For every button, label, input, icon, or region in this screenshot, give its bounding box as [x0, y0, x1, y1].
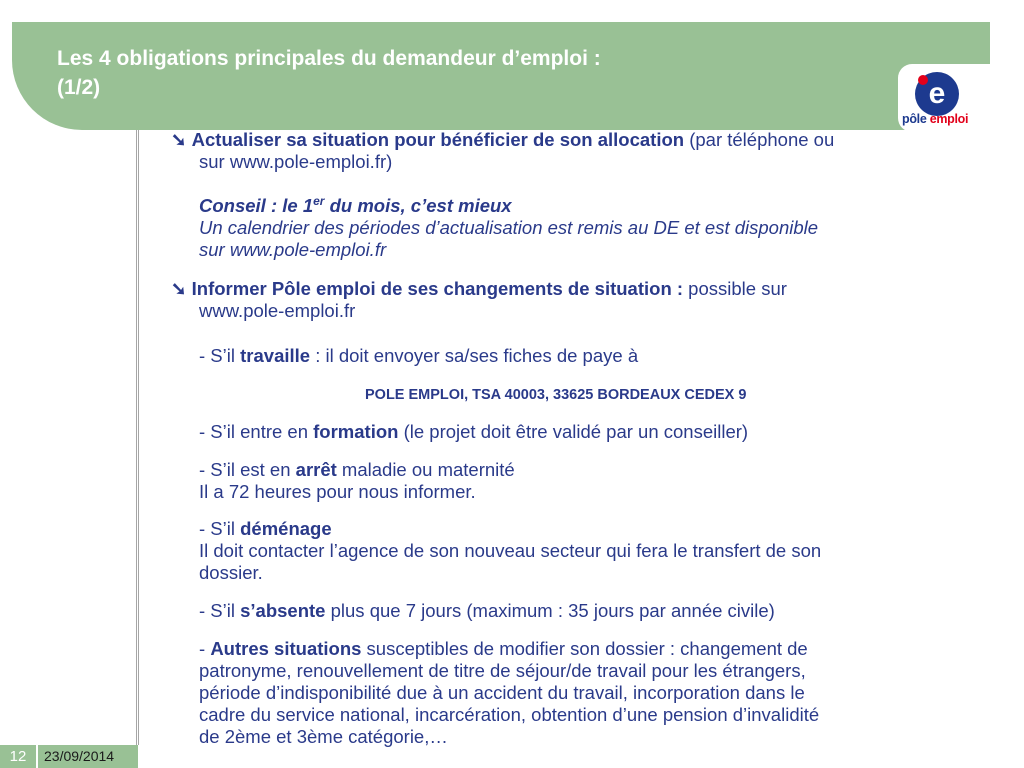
logo-text	[902, 112, 998, 126]
item-travaille-bold: travaille	[240, 345, 311, 366]
item-demenage-bold: déménage	[240, 518, 332, 539]
item-formation-post: (le projet doit être validé par un conseiller)	[398, 421, 749, 442]
item-autres-line3: période d’indisponibilité due à un accident du travail, incorporation dans le	[199, 682, 805, 703]
slide-date: 23/09/2014	[36, 745, 138, 768]
item-autres-line5: de 2ème et 3ème catégorie,…	[199, 726, 448, 747]
bullet-actualiser	[143, 129, 1024, 173]
title-line-1: Les 4 obligations principales du demandeur d’emploi :	[57, 47, 601, 70]
item-travaille-post: : il doit envoyer sa/ses fiches de paye à	[310, 345, 639, 366]
conseil-sup: er	[313, 193, 325, 208]
item-travaille-pre: - S’il	[199, 345, 241, 366]
item-autres-pre: -	[199, 638, 211, 659]
item-demenage-line3: dossier.	[199, 562, 263, 583]
bullet-actualiser-rest: (par téléphone ou	[684, 129, 835, 150]
conseil-line2: sur www.pole-emploi.fr	[199, 239, 387, 260]
item-autres	[143, 638, 1024, 748]
item-arret-post: maladie ou maternité	[336, 459, 515, 480]
logo-letter: e	[928, 77, 946, 110]
bullet-informer-line2: www.pole-emploi.fr	[199, 300, 356, 321]
conseil-prefix: Conseil : le 1	[199, 195, 314, 216]
item-demenage-line2: Il doit contacter l’agence de son nouveau secteur qui fera le transfert de son	[199, 540, 822, 561]
item-absente-bold: s’absente	[240, 600, 326, 621]
item-absente	[143, 600, 1024, 622]
item-arret-line2: Il a 72 heures pour nous informer.	[199, 481, 476, 502]
item-absente-post: plus que 7 jours (maximum : 35 jours par année civile)	[325, 600, 775, 621]
item-autres-post: susceptibles de modifier son dossier : changement de	[361, 638, 808, 659]
item-demenage	[143, 518, 1024, 584]
conseil-block	[143, 195, 1024, 261]
slide-title	[57, 44, 777, 102]
logo-e-icon	[913, 70, 961, 118]
item-formation-bold: formation	[313, 421, 399, 442]
conseil-suffix: du mois, c’est mieux	[324, 195, 512, 216]
item-formation-pre: - S’il entre en	[199, 421, 314, 442]
item-autres-line4: cadre du service national, incarcération, obtention d’une pension d’invalidité	[199, 704, 820, 725]
divider-line-inner	[138, 130, 139, 745]
postal-address: POLE EMPLOI, TSA 40003, 33625 BORDEAUX CEDEX 9	[365, 387, 747, 403]
page-number: 12	[0, 745, 36, 768]
item-autres-bold: Autres situations	[210, 638, 362, 659]
item-arret-bold: arrêt	[295, 459, 337, 480]
divider-line-outer	[136, 130, 137, 745]
conseil-line1: Un calendrier des périodes d’actualisation est remis au DE et est disponible	[199, 217, 819, 238]
title-line-2: (1/2)	[57, 76, 101, 99]
bullet-actualiser-line2: sur www.pole-emploi.fr)	[199, 151, 393, 172]
bullet-informer	[143, 278, 1024, 322]
item-arret	[143, 459, 1024, 503]
item-absente-pre: - S’il	[199, 600, 241, 621]
right-arrow-icon: ➘	[171, 129, 187, 150]
item-formation	[143, 421, 1024, 443]
bullet-informer-bold: Informer Pôle emploi de ses changements de situation :	[191, 278, 684, 299]
right-arrow-icon: ➘	[171, 278, 187, 299]
item-travaille	[143, 345, 1024, 367]
logo-text-pole: pôle	[902, 112, 927, 126]
pole-emploi-logo	[898, 64, 998, 132]
item-autres-line2: patronyme, renouvellement de titre de séjour/de travail pour les étrangers,	[199, 660, 806, 681]
bullet-informer-rest: possible sur	[683, 278, 787, 299]
item-arret-pre: - S’il est en	[199, 459, 296, 480]
logo-text-emploi: emploi	[929, 112, 969, 126]
bullet-actualiser-bold: Actualiser sa situation pour bénéficier de son allocation	[191, 129, 685, 150]
item-demenage-pre: - S’il	[199, 518, 241, 539]
